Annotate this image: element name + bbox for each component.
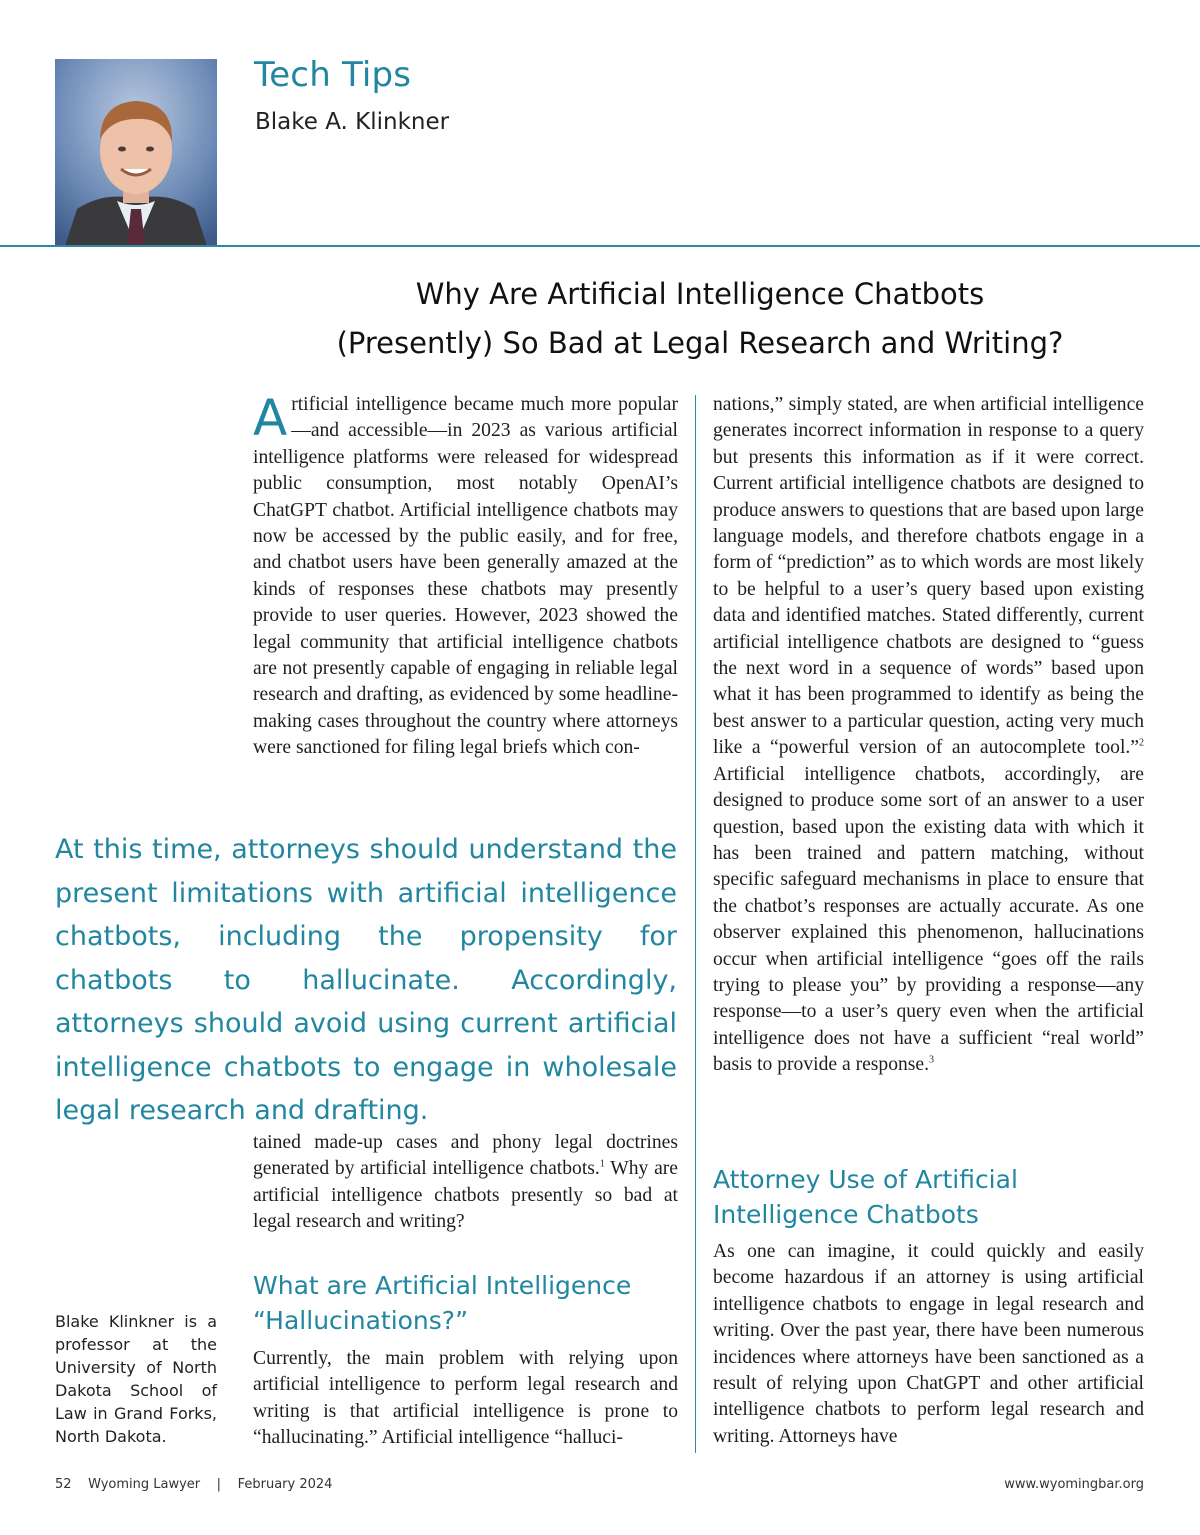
publication-name: Wyoming Lawyer — [88, 1477, 201, 1492]
subhead-hallucinations: What are Artificial Intelligence “Hallucinations?” — [253, 1271, 632, 1335]
column-divider — [695, 395, 696, 1453]
column-2-attorney-use — [713, 1239, 1144, 1450]
continued-text-2: Why are artificial intelligence chatbots presently so bad at legal research and writing? — [253, 1158, 678, 1233]
author-name: Blake A. Klinkner — [255, 109, 450, 135]
col2-text-a: nations,” simply stated, are when artificial intelligence generates incorrect information in response to a query but presents this information as if it were correct. Current artificial intelligence chatbots are designed to produce answers to questions that are based upon large language models, and therefore chatbots engage in a form of “prediction” as to which words are most likely to be helpful to a user’s query based upon existing data and identified matches. Stated differently, current artificial intelligence chatbots are designed to “guess the next word in a sequence of words” based upon what it has been programmed to identify as being the best answer to a particular question, acting very much like a “powerful version of an autocomplete tool.” — [713, 394, 1144, 759]
headline-line-1: Why Are Artificial Intelligence Chatbots — [415, 277, 985, 311]
continued-text: tained made-up cases and phony legal doctrines generated by artificial intelligence chatbots. — [253, 1132, 678, 1180]
issue-date: February 2024 — [237, 1477, 333, 1492]
headline-line-2: (Presently) So Bad at Legal Research and Writing? — [336, 326, 1064, 360]
article-headline — [200, 270, 1200, 368]
footer-left — [55, 1477, 332, 1492]
drop-cap: A — [253, 389, 288, 447]
website-link[interactable]: www.wyomingbar.org — [1004, 1477, 1144, 1492]
hallucinations-text: Currently, the main problem with relying upon artificial intelligence to perform legal research and writing is that artificial intelligence is prone to “hallucinating.” Artificial intelligence “halluci- — [253, 1348, 678, 1449]
footnote-3: 3 — [929, 1054, 935, 1066]
subhead-attorney-use: Attorney Use of Artificial Intelligence Chatbots — [713, 1165, 1018, 1229]
page-number: 52 — [55, 1477, 72, 1492]
author-bio: Blake Klinkner is a professor at the University of North Dakota School of Law in Grand Forks, North Dakota. — [55, 1312, 217, 1446]
column-1-intro — [253, 389, 678, 762]
section-title: Tech Tips — [254, 55, 412, 95]
header-divider — [0, 245, 1200, 247]
footnote-2: 2 — [1139, 737, 1144, 749]
pull-quote: At this time, attorneys should understand the present limitations with artificial intelligence chatbots, including the propensity for chatbots to hallucinate. Accordingly, attorneys should avoid using current artificial intelligence chatbots to engage in wholesale legal research and drafting. — [55, 834, 677, 1126]
column-2-top — [713, 392, 1144, 1079]
column-1-continued — [253, 1130, 678, 1236]
intro-text: rtificial intelligence became much more popular—and accessible—in 2023 as various artificial intelligence platforms were released for widespread public consumption, most notably OpenAI’s ChatGPT chatbot. Artificial intelligence chatbots may now be accessed by the public easily, and for free, and chatbot users have been generally amazed at the kinds of responses these chatbots may presently provide to user queries. However, 2023 showed the legal community that artificial intelligence chatbots are not presently capable of engaging in reliable legal research and drafting, as evidenced by some headline-making cases throughout the country where attorneys were sanctioned for filing legal briefs which con- — [253, 394, 678, 759]
footnote-1: 1 — [599, 1158, 605, 1170]
column-1-hallucinations — [253, 1346, 678, 1452]
col2-text-b: Artificial intelligence chatbots, accordingly, are designed to produce some sort of an answer to a user question, based upon the existing data with which it has been trained and pattern matching, without specific safeguard mechanisms in place to ensure that the chatbot’s responses are actually accurate. As one observer explained this phenomenon, hallucinations occur when artificial intelligence “goes off the rails trying to please you” by providing a response—any response—to a user’s query even when the artificial intelligence does not have a sufficient “real world” basis to provide a response. — [713, 763, 1144, 1076]
author-photo — [55, 59, 217, 246]
footer-separator: | — [216, 1477, 222, 1492]
attorney-use-text: As one can imagine, it could quickly and easily become hazardous if an attorney is using artificial intelligence chatbots to engage in legal research and writing. Over the past year, there have been numerous incidences where attorneys have been sanctioned as a result of relying upon ChatGPT and other artificial intelligence chatbots to perform legal research and writing. Attorneys have — [713, 1241, 1144, 1447]
